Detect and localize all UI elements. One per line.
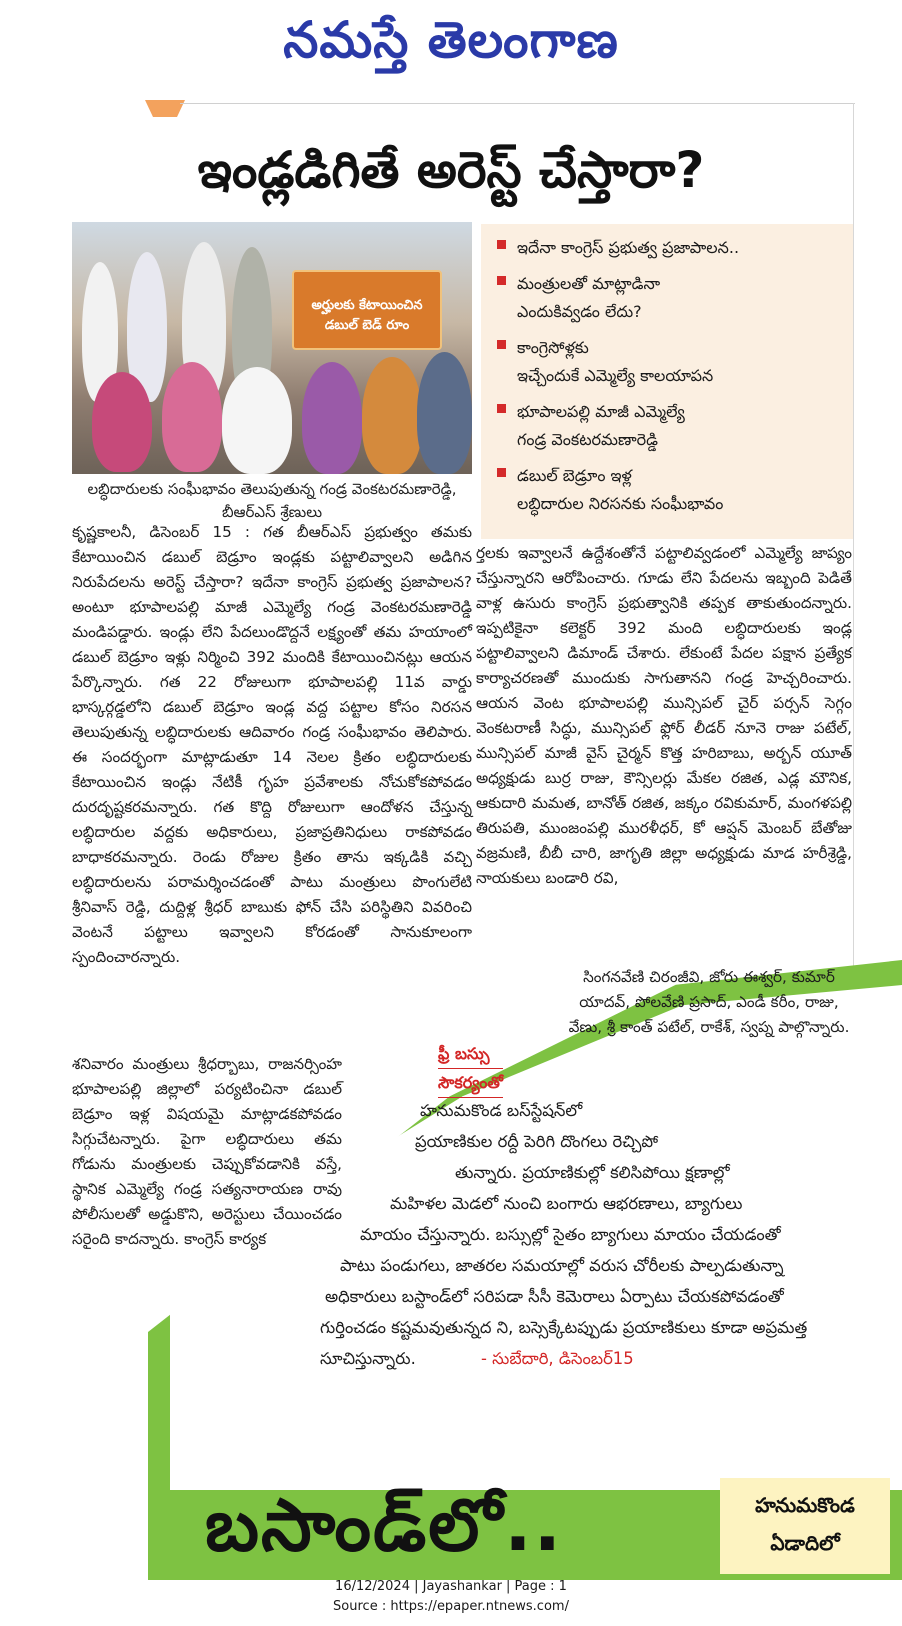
top-rule [180, 103, 855, 104]
photo-person [92, 372, 152, 472]
highlight-item: ఇదేనా కాంగ్రెస్ ప్రభుత్వ ప్రజాపాలన.. [491, 234, 843, 262]
square-bullet-icon [497, 468, 506, 477]
page-headline: ఇండ్లడిగితే అరెస్ట్ చేస్తారా? [197, 141, 705, 199]
article-column-right [476, 541, 852, 891]
square-bullet-icon [497, 240, 506, 249]
sidebar-story-kicker-box: హనుమకొండ ఏడాదిలో [720, 1478, 890, 1574]
news-photo [72, 222, 472, 474]
highlight-item: భూపాలపల్లి మాజీ ఎమ్మెల్యే గండ్ర వెంకటరమణారెడ్డి [491, 398, 843, 454]
highlight-item: డబుల్ బెడ్రూం ఇళ్ల లబ్ధిదారుల నిరసనకు సంఘీభావం [491, 462, 843, 518]
sidebar-story-title: బసాండ్‌లో.. [205, 1483, 564, 1567]
footer-edition-info: 16/12/2024 | Jayashankar | Page : 1 [335, 1579, 567, 1594]
photo-person [417, 352, 472, 474]
photo-caption: లబ్ధిదారులకు సంఘీభావం తెలుపుతున్న గండ్ర వెంకటరమణారెడ్డి, బీఆర్ఎస్ శ్రేణులు [87, 480, 457, 521]
square-bullet-icon [497, 404, 506, 413]
masthead-logo: నమస్తే తెలంగాణ [283, 10, 619, 69]
photo-banner [292, 270, 442, 350]
square-bullet-icon [497, 340, 506, 349]
highlight-item: మంత్రులతో మాట్లాడినా ఎందుకివ్వడం లేదు? [491, 270, 843, 326]
photo-person [222, 367, 292, 474]
photo-person [162, 362, 222, 472]
orange-tab-divider [145, 100, 185, 117]
article-paragraph: ర్తలకు ఇవ్వాలనే ఉద్దేశంతోనే పట్టాలివ్వడంలో ఎమ్మెల్యే జాప్యం చేస్తున్నారని ఆరోపించారు. గూడు లేని పేదలను ఇబ్బంది పెడితే వాళ్ల ఉసురు కాంగ్రెస్ ప్రభుత్వానికి తప్పక తాకుతుందన్నారు. ఇప్పటికైనా కలెక్టర్ 392 మంది లబ్ధిదారులకు ఇండ్ల పట్టాలివ్వాలని డిమాండ్ చేశారు. లేకుంటే పేదల పక్షాన ప్రత్యేక కార్యాచరణతో ముందుకు సాగుతానని గండ్ర హెచ్చరించారు. ఆయన వెంట భూపాలపల్లి మున్సిపల్ చైర్ పర్సన్ సెగ్గం వెంకటరాణీ సిద్ధు, మున్సిపల్ ఫ్లోర్ లీడర్ నూనె రాజు పటేల్, మున్సిపల్ మాజీ వైస్ చైర్మన్ కొత్త హరిబాబు, అర్బన్ యూత్ అధ్యక్షుడు బుర్ర రాజు, కౌన్సిలర్లు మేకల రజిత, ఎడ్ల మౌనిక, ఆకుదారి మమత, బానోత్ రజిత, జక్కం రవికుమార్, మంగళపల్లి తిరుపతి, ముంజంపల్లి మురళీధర్, కో ఆప్షన్ మెంబర్ బేతోజు వజ్రమణి, బీబీ చారి, జాగృతి జిల్లా అధ్యక్షుడు మాడ హరీశ్రెడ్డి, నాయకులు బండారి రవి, [476, 544, 852, 887]
sidebar-story-body: హనుమకొండ బస్‌స్టేషన్‌లో ప్రయాణికుల రద్దీ పెరిగి దొంగలు రెచ్చిపో తున్నారు. ప్రయాణికుల్లో కలిసిపోయి క్షణాల్లో మహిళల మెడలో నుంచి బంగారు ఆభరణాలు, బ్యాగులు మాయం చేస్తున్నారు. బస్సుల్లో సైతం బ్యాగులు మాయం చేయడంతో పాటు పండుగలు, జాతరల సమయాల్లో వరుస చోరీలకు పాల్పడుతున్నా అధికారులు బస్టాండ్‌లో సరిపడా సీసీ కెమెరాలు ఏర్పాటు చేయకపోవడంతో గుర్తించడం కష్టమవుతున్నద ని, బస్సెక్కేటప్పుడు ప్రయాణికులు కూడా అప్రమత్త సూచిస్తున్నారు. - సుబేదారి, డిసెంబర్15 [320, 1101, 808, 1368]
highlight-item: కాంగ్రెసోళ్లకు ఇచ్చేందుకే ఎమ్మెల్యే కాలయాపన [491, 334, 843, 390]
photo-person [362, 357, 422, 474]
article-paragraph: కృష్ణకాలనీ, డిసెంబర్ 15 : గత బీఆర్ఎస్ ప్రభుత్వం తమకు కేటాయించిన డబుల్ బెడ్రూం ఇండ్లకు పట్టాలివ్వాలని అడిగిన నిరుపేదలను అరెస్ట్ చేస్తారా? ఇదేనా కాంగ్రెస్ ప్రభుత్వ ప్రజాపాలన? అంటూ భూపాలపల్లి మాజీ ఎమ్మెల్యే గండ్ర వెంకటరమణారెడ్డి మండిపడ్డారు. ఇండ్లు లేని పేదలుండొద్దనే లక్ష్యంతో తమ హయాంలో డబుల్ బెడ్రూం ఇళ్లు నిర్మించి 392 మందికి కేటాయించినట్లు ఆయన పేర్కొన్నారు. గత 22 రోజులుగా భూపాలపల్లి 11వ వార్డు భాస్కర్గడ్డలోని డబుల్ బెడ్రూం ఇండ్ల వద్ద పట్టాల కోసం నిరసన తెలుపుతున్న లబ్ధిదారులకు ఆదివారం గండ్ర సంఘీభావం తెలిపారు. ఈ సందర్భంగా మాట్లాడుతూ 14 నెలల క్రితం లబ్ధిదారులకు కేటాయించిన ఇండ్లు నేటికీ గృహ ప్రవేశాలకు నోచుకోకపోవడం దురదృష్టకరమన్నారు. గత కొద్ది రోజులుగా ఆందోళన చేస్తున్న లబ్ధిదారుల వద్దకు అధికారులు, ప్రజాప్రతినిధులు రాకపోవడం బాధాకరమన్నారు. రెండు రోజుల క్రితం తాను ఇక్కడికి వచ్చి లబ్ధిదారులను పరామర్శించడంతో పాటు మంత్రులు పొంగులేటి శ్రీనివాస్ రెడ్డి, దుద్దిళ్ల శ్రీధర్ బాబుకు ఫోన్ చేసి పరిస్థితిని వివరించి వెంటనే పట్టాలు ఇవ్వాలని కోరడంతో సానుకూలంగా స్పందించారన్నారు. [72, 523, 472, 966]
article-column-left [72, 520, 472, 970]
footer-source-link[interactable]: Source : https://epaper.ntnews.com/ [333, 1599, 569, 1614]
photo-banner-text: అర్హులకు కేటాయించిన డబుల్ బెడ్ రూం [311, 298, 423, 333]
sidebar-story-kicker: ఫ్రీ బస్సు సౌకర్యంతో [438, 1040, 503, 1098]
article-column-right-tail: సింగనవేణి చిరంజీవి, జోరు ఈశ్వర్, కుమార్ యాదవ్, పోలవేణి ప్రసాద్, ఎండీ కరీం, రాజు, వేణు, శ్రీ కాంత్ పటేల్, రాకేశ్, స్వప్న పాల్గొన్నారు. [568, 968, 850, 1036]
page-footer [0, 1577, 902, 1617]
article-paragraph: శనివారం మంత్రులు శ్రీధర్బాబు, రాజనర్సింహ భూపాలపల్లి జిల్లాలో పర్యటించినా డబుల్ బెడ్రూం ఇళ్ల విషయమై మాట్లాడకపోవడం సిగ్గుచేటన్నారు. పైగా లబ్ధిదారులు తమ గోడును మంత్రులకు చెప్పుకోవడానికి వస్తే, స్థానిక ఎమ్మెల్యే గండ్ర సత్యనారాయణ రావు పోలీసులతో అడ్డుకొని, అరెస్టులు చేయించడం సరైంది కాదన్నారు. కాంగ్రెస్ కార్యక [72, 1055, 342, 1248]
story-dateline: - సుబేదారి, డిసెంబర్15 [481, 1349, 634, 1368]
article-column-left-continued [72, 1052, 342, 1252]
photo-person [302, 362, 362, 474]
square-bullet-icon [497, 276, 506, 285]
highlights-box [481, 224, 853, 539]
